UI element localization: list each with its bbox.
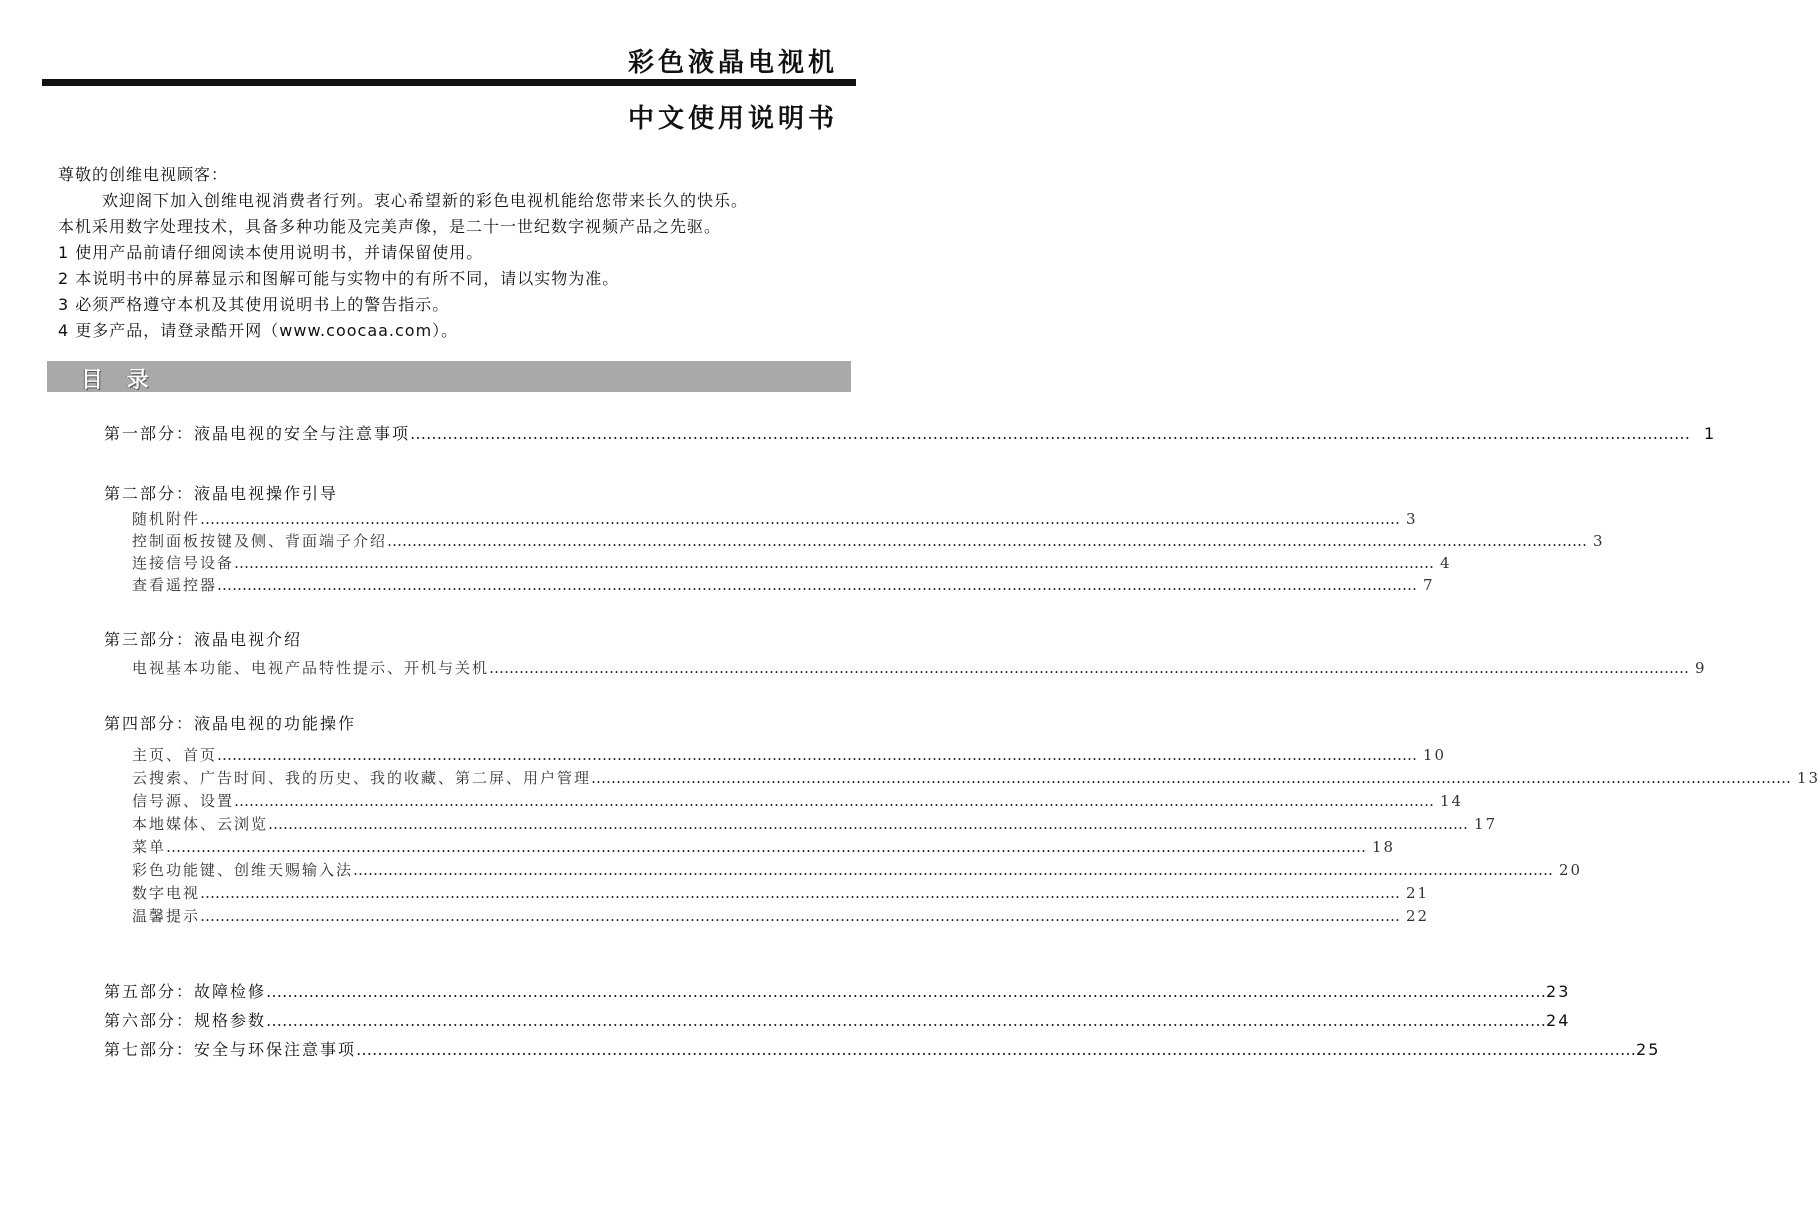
leader-dots: …………………………………………………………………………………………………………………………………………………………………………………………………………………… <box>217 576 1418 594</box>
toc-entry-label: 彩色功能键、创维天赐输入法 <box>132 861 354 879</box>
leader-dots: …………………………………………………………………………………………………………………………………………………………………………………………………………………… <box>410 424 1691 443</box>
toc-entry-label: 数字电视 <box>132 884 201 902</box>
toc-entry-page: 3 <box>1593 532 1605 550</box>
toc-entry-label: 第六部分：规格参数 <box>104 1011 267 1030</box>
toc-entry <box>132 882 1430 903</box>
toc-entry <box>132 836 1396 857</box>
leader-dots: …………………………………………………………………………………………………………………………………………………………………………………………………………………… <box>234 792 1435 810</box>
toc-entry-page: 9 <box>1695 659 1707 677</box>
note-line: 4 更多产品，请登录酷开网（www.coocaa.com）。 <box>58 321 459 340</box>
toc-entry-page: 18 <box>1372 838 1396 856</box>
leader-dots: …………………………………………………………………………………………………………………………………………………………………………………………………………………… <box>591 769 1792 787</box>
toc-entry-page: 22 <box>1406 907 1430 925</box>
toc-entry-label: 温馨提示 <box>132 907 201 925</box>
leader-dots: …………………………………………………………………………………………………………………………………………………………………………………………………………………… <box>387 532 1588 550</box>
welcome-line: 欢迎阁下加入创维电视消费者行列。衷心希望新的彩色电视机能给您带来长久的快乐。 <box>102 191 749 210</box>
toc-entry-page: 1 <box>1704 424 1717 443</box>
toc-entry-label: 连接信号设备 <box>132 554 235 572</box>
leader-dots: …………………………………………………………………………………………………………………………………………………………………………………………………………………… <box>200 907 1401 925</box>
toc-entry <box>132 657 1707 678</box>
intro-section <box>58 162 848 344</box>
toc-entry-label: 第七部分：安全与环保注意事项 <box>104 1040 357 1059</box>
toc-entry-part1 <box>104 421 1717 444</box>
tech-line: 本机采用数字处理技术，具备多种功能及完美声像，是二十一世纪数字视频产品之先驱。 <box>58 217 722 236</box>
toc-entry <box>132 813 1498 834</box>
toc-heading: 目 录 <box>81 368 157 393</box>
document-subtitle: 中文使用说明书 <box>627 104 838 134</box>
toc-entry <box>132 744 1447 765</box>
leader-dots: …………………………………………………………………………………………………………………………………………………………………………………………………………………… <box>200 510 1401 528</box>
leader-dots: …………………………………………………………………………………………………………………………………………………………………………………………………………………… <box>166 838 1367 856</box>
leader-dots: …………………………………………………………………………………………………………………………………………………………………………………………………………………… <box>268 815 1469 833</box>
toc-entry <box>132 552 1452 573</box>
toc-entry-page: 25 <box>1636 1040 1661 1059</box>
leader-dots: …………………………………………………………………………………………………………………………………………………………………………………………………………………… <box>353 861 1554 879</box>
toc-entry-part7 <box>104 1037 1661 1060</box>
toc-entry-part5 <box>104 979 1571 1002</box>
toc-entry-page: 23 <box>1546 982 1571 1001</box>
toc-entry-label: 控制面板按键及侧、背面端子介绍 <box>132 532 388 550</box>
leader-dots: …………………………………………………………………………………………………………………………………………………………………………………………………………………… <box>200 884 1401 902</box>
toc-heading-bar <box>47 361 851 392</box>
note-line: 1 使用产品前请仔细阅读本使用说明书，并请保留使用。 <box>58 243 484 262</box>
toc-entry-page: 7 <box>1423 576 1435 594</box>
toc-entry-page: 13 <box>1797 769 1820 787</box>
toc-entry-page: 14 <box>1440 792 1464 810</box>
toc-entry-label: 菜单 <box>132 838 167 856</box>
toc-entry-label: 第一部分：液晶电视的安全与注意事项 <box>104 424 411 443</box>
toc-part2-heading: 第二部分：液晶电视操作引导 <box>104 484 339 503</box>
leader-dots: …………………………………………………………………………………………………………………………………………………………………………………………………………………… <box>266 982 1547 1001</box>
toc-entry <box>132 574 1435 595</box>
toc-entry <box>132 530 1605 551</box>
note-line: 3 必须严格遵守本机及其使用说明书上的警告指示。 <box>58 295 450 314</box>
toc-entry-page: 20 <box>1559 861 1583 879</box>
toc-entry <box>132 508 1418 529</box>
toc-entry-label: 主页、首页 <box>132 746 218 764</box>
toc-entry-label: 电视基本功能、电视产品特性提示、开机与关机 <box>132 659 490 677</box>
toc-entry-page: 4 <box>1440 554 1452 572</box>
document-title: 彩色液晶电视机 <box>627 48 838 78</box>
toc-entry-label: 随机附件 <box>132 510 201 528</box>
leader-dots: …………………………………………………………………………………………………………………………………………………………………………………………………………………… <box>489 659 1690 677</box>
leader-dots: …………………………………………………………………………………………………………………………………………………………………………………………………………………… <box>266 1011 1547 1030</box>
toc-entry-page: 10 <box>1423 746 1447 764</box>
toc-entry <box>132 905 1430 926</box>
toc-entry <box>132 767 1820 788</box>
toc-entry-label: 本地媒体、云浏览 <box>132 815 269 833</box>
leader-dots: …………………………………………………………………………………………………………………………………………………………………………………………………………………… <box>217 746 1418 764</box>
toc-entry-page: 3 <box>1406 510 1418 528</box>
leader-dots: …………………………………………………………………………………………………………………………………………………………………………………………………………………… <box>356 1040 1637 1059</box>
toc-entry <box>132 790 1464 811</box>
toc-entry-page: 21 <box>1406 884 1430 902</box>
header-divider <box>42 79 856 86</box>
greeting-line: 尊敬的创维电视顾客： <box>58 165 229 184</box>
toc-entry-page: 17 <box>1474 815 1498 833</box>
toc-entry-label: 云搜索、广告时间、我的历史、我的收藏、第二屏、用户管理 <box>132 769 592 787</box>
toc-entry-part6 <box>104 1008 1571 1031</box>
toc-entry <box>132 859 1583 880</box>
toc-entry-label: 信号源、设置 <box>132 792 235 810</box>
toc-part4-heading: 第四部分：液晶电视的功能操作 <box>104 714 357 733</box>
toc-entry-label: 查看遥控器 <box>132 576 218 594</box>
toc-entry-page: 24 <box>1546 1011 1571 1030</box>
leader-dots: …………………………………………………………………………………………………………………………………………………………………………………………………………………… <box>234 554 1435 572</box>
toc-entry-label: 第五部分：故障检修 <box>104 982 267 1001</box>
toc-part3-heading: 第三部分：液晶电视介绍 <box>104 630 303 649</box>
note-line: 2 本说明书中的屏幕显示和图解可能与实物中的有所不同，请以实物为准。 <box>58 269 620 288</box>
